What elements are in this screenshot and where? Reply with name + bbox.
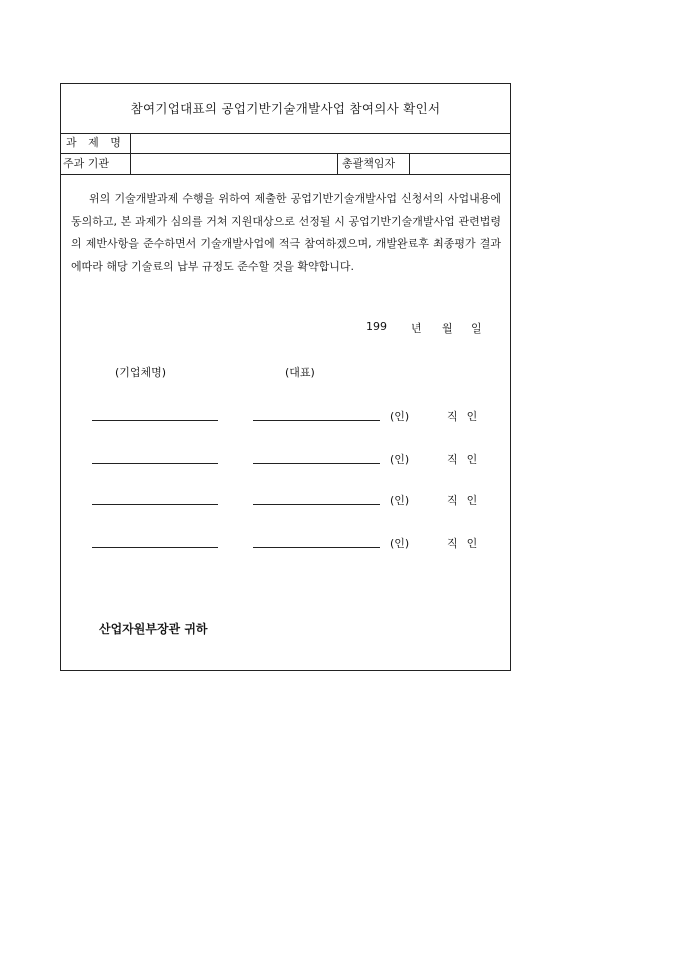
form-title: 참여기업대표의 공업기반기술개발사업 참여의사 확인서 — [61, 84, 510, 134]
divider — [130, 154, 131, 174]
host-org-label: 주과 기관 — [63, 157, 110, 170]
recipient: 산업자원부장관 귀하 — [99, 622, 208, 636]
signature-row — [61, 406, 510, 426]
divider — [130, 133, 131, 153]
signature-row — [61, 449, 510, 469]
host-org-row — [61, 154, 510, 175]
date-year: 199 — [366, 320, 387, 333]
project-name-row — [61, 133, 510, 154]
company-name-line[interactable] — [92, 504, 218, 505]
representative-name-line[interactable] — [253, 463, 380, 464]
pledge-text: 위의 기술개발과제 수행을 위하여 제출한 공업기반기술개발사업 신청서의 사업내용에 동의하고, 본 과제가 심의를 거쳐 지원대상으로 선정될 시 공업기반기술개발사업 관련법령의 제반사항을 준수하면서 기술개발사업에 적극 참여하겠으며, 개발완료후 최종평가 결과에따라 해당 기술료의 납부 규정도 준수할 것을 확약합니다. — [71, 192, 501, 273]
signature-row — [61, 533, 510, 553]
date-year-label: 년 — [411, 322, 422, 335]
seal-label: (인) — [390, 537, 410, 550]
divider — [337, 154, 338, 174]
stamp-label: 직인 — [447, 494, 487, 507]
representative-column-header: (대표) — [285, 366, 315, 379]
representative-name-line[interactable] — [253, 504, 380, 505]
date-month-label: 월 — [442, 322, 453, 335]
stamp-label: 직인 — [447, 537, 487, 550]
seal-label: (인) — [390, 494, 410, 507]
seal-label: (인) — [390, 453, 410, 466]
divider — [409, 154, 410, 174]
company-name-line[interactable] — [92, 420, 218, 421]
representative-name-line[interactable] — [253, 420, 380, 421]
company-name-line[interactable] — [92, 547, 218, 548]
company-name-line[interactable] — [92, 463, 218, 464]
representative-name-line[interactable] — [253, 547, 380, 548]
stamp-label: 직인 — [447, 453, 487, 466]
date-day-label: 일 — [471, 322, 482, 335]
project-name-label: 과 제 명 — [66, 136, 125, 149]
company-column-header: (기업체명) — [115, 366, 167, 379]
manager-label: 총괄책임자 — [342, 157, 396, 170]
signature-row — [61, 490, 510, 510]
seal-label: (인) — [390, 410, 410, 423]
stamp-label: 직인 — [447, 410, 487, 423]
confirmation-form — [60, 83, 511, 671]
